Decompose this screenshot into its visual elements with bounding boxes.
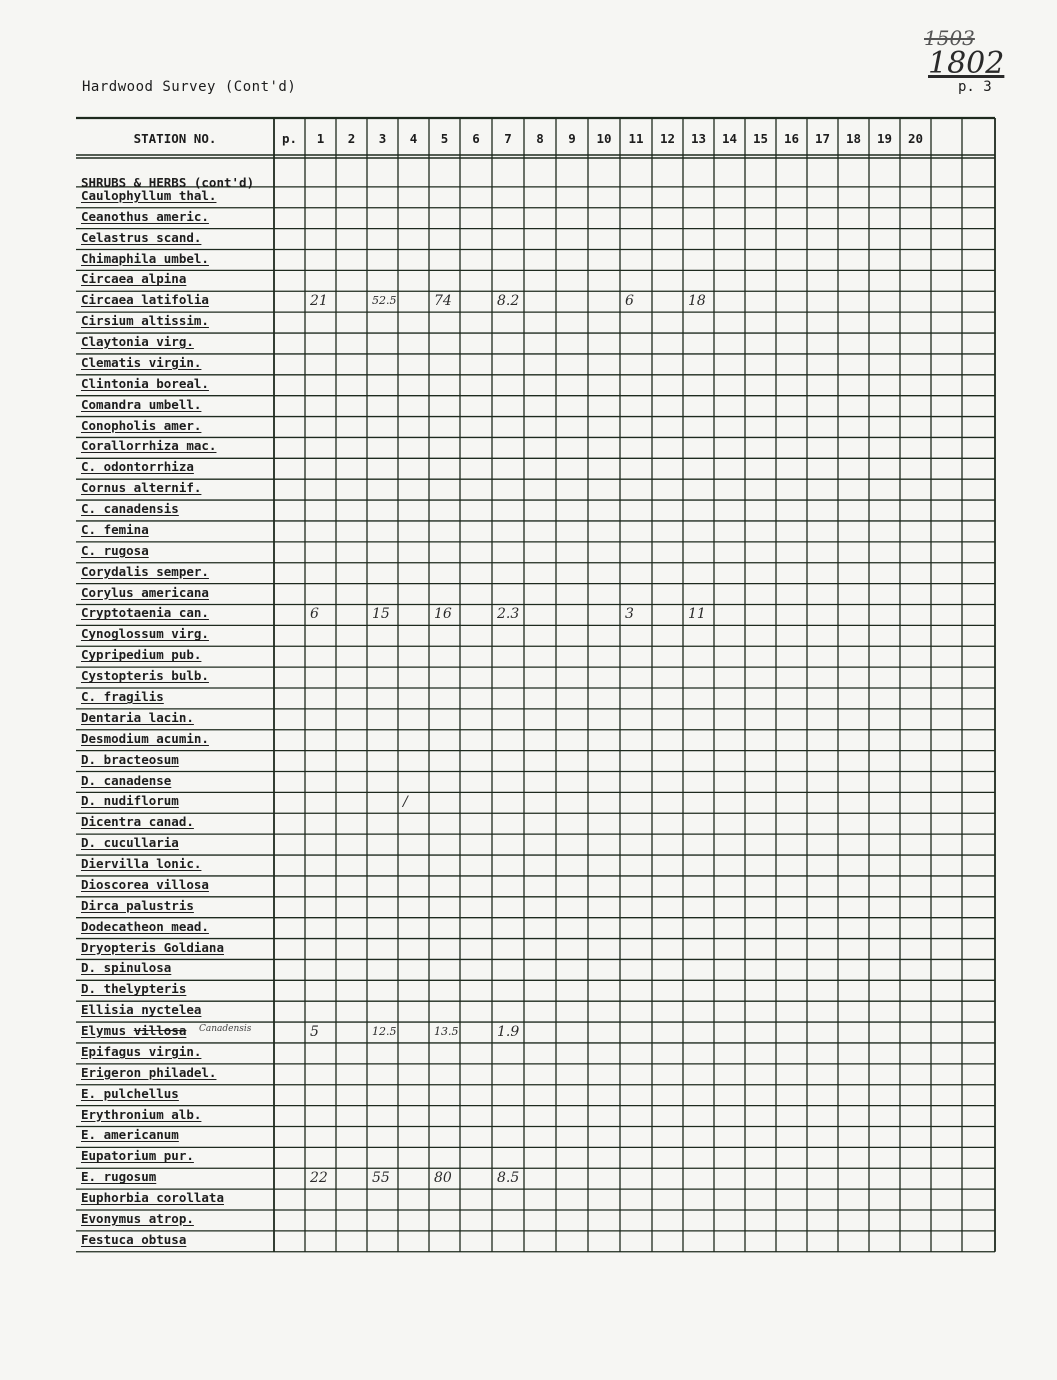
species-name: D. cucullaria (81, 835, 179, 851)
species-name: Erythronium alb. (81, 1106, 202, 1122)
column-header: 11 (628, 131, 644, 146)
species-name: Dryopteris Goldiana (81, 939, 224, 955)
cell-value: 55 (372, 1170, 390, 1187)
species-name: E. americanum (81, 1127, 179, 1143)
cell-value: 5 (310, 1024, 319, 1041)
species-name: Celastrus scand. (81, 229, 202, 245)
species-name: Cypripedium pub. (81, 647, 202, 663)
species-name: D. canadense (81, 772, 172, 788)
cell-value: 2.3 (497, 606, 520, 623)
species-name: Clematis virgin. (81, 354, 202, 370)
column-header: 6 (472, 131, 480, 146)
column-header: 18 (845, 131, 862, 146)
catalog-number: 1802 (928, 46, 1005, 81)
cell-value: 80 (434, 1170, 452, 1187)
column-header: 8 (536, 131, 544, 146)
species-name: Desmodium acumin. (81, 730, 209, 746)
species-name: Claytonia virg. (81, 334, 194, 350)
species-name: Euphorbia corollata (81, 1190, 224, 1206)
species-name: Circaea alpina (81, 271, 187, 287)
species-name: Elymus villosa (81, 1023, 187, 1039)
column-header: 4 (409, 131, 418, 146)
species-name: Conopholis amer. (81, 417, 202, 433)
species-name: E. rugosum (81, 1169, 157, 1185)
column-header: 3 (378, 131, 387, 146)
cell-value: / (403, 794, 408, 811)
cell-value: 21 (310, 293, 328, 310)
species-name: D. spinulosa (81, 960, 172, 976)
cell-value: 16 (434, 606, 452, 623)
column-header: 5 (440, 131, 449, 146)
species-name: Comandra umbell. (81, 396, 202, 412)
column-header: 15 (752, 131, 769, 146)
species-name: Corallorrhiza mac. (81, 438, 217, 454)
species-name: Diervilla lonic. (81, 856, 202, 872)
cell-value: 1.9 (497, 1024, 520, 1041)
species-name: C. femina (81, 521, 149, 537)
species-name: Erigeron philadel. (81, 1064, 217, 1080)
species-name: Dirca palustris (81, 897, 194, 913)
species-name: Clintonia boreal. (81, 375, 209, 391)
column-header: 2 (347, 131, 356, 146)
cell-value: 11 (688, 606, 706, 623)
column-header: 14 (721, 131, 738, 146)
species-name: Epifagus virgin. (81, 1043, 202, 1059)
column-header: 19 (876, 131, 893, 146)
cell-value: 52.5 (372, 294, 397, 308)
cell-value: 15 (372, 606, 390, 623)
species-name: Cryptotaenia can. (81, 605, 209, 621)
cell-value: 13.5 (434, 1025, 459, 1039)
page-number: p. 3 (958, 79, 992, 95)
species-name: Dentaria lacin. (81, 709, 194, 725)
cell-value: 6 (310, 606, 319, 623)
species-name: Ellisia nyctelea (81, 1002, 202, 1018)
species-name: D. nudiflorum (81, 793, 179, 809)
handwritten-annotation: Canadensis (199, 1024, 252, 1035)
cell-value: 12.5 (372, 1025, 397, 1039)
species-name: Dodecatheon mead. (81, 918, 209, 934)
species-name: Eupatorium pur. (81, 1148, 194, 1164)
column-header: 17 (814, 131, 831, 146)
column-header: 16 (783, 131, 800, 146)
species-name: Cystopteris bulb. (81, 668, 209, 684)
species-name: Corydalis semper. (81, 563, 209, 579)
species-name: Evonymus atrop. (81, 1211, 194, 1226)
species-name: D. bracteosum (81, 751, 179, 767)
column-header: 10 (596, 131, 612, 146)
old-catalog-number: 1503 (924, 26, 975, 50)
species-name: Festuca obtusa (81, 1231, 187, 1247)
species-name: C. fragilis (81, 689, 164, 704)
column-header: 12 (659, 131, 676, 146)
column-header: 1 (316, 131, 325, 146)
column-header: 13 (690, 131, 707, 146)
column-header: 7 (504, 131, 512, 146)
cell-value: 8.2 (497, 293, 520, 310)
species-name: C. canadensis (81, 501, 179, 517)
species-name: E. pulchellus (81, 1085, 179, 1101)
station-number-header: STATION NO. (133, 131, 217, 146)
column-header: p. (281, 131, 298, 146)
species-name: Caulophyllum thal. (81, 187, 217, 203)
section-label: SHRUBS & HERBS (cont'd) (81, 175, 255, 190)
cell-value: 22 (310, 1170, 328, 1187)
cell-value: 8.5 (497, 1170, 520, 1187)
column-header: 20 (907, 131, 924, 146)
column-header: 9 (568, 131, 576, 146)
species-name: Cirsium altissim. (81, 313, 209, 329)
species-name: Dioscorea villosa (81, 876, 209, 892)
cell-value: 18 (688, 293, 706, 310)
page-title: Hardwood Survey (Cont'd) (82, 79, 297, 95)
cell-value: 6 (625, 293, 634, 310)
species-name: D. thelypteris (81, 981, 187, 997)
species-name: Ceanothus americ. (81, 208, 209, 224)
cell-value: 3 (625, 606, 634, 623)
species-name: Cornus alternif. (81, 480, 202, 496)
species-name: Cynoglossum virg. (81, 626, 209, 642)
cell-value: 74 (434, 293, 452, 310)
species-name: Dicentra canad. (81, 814, 194, 830)
species-name: Chimaphila umbel. (81, 250, 209, 266)
species-name: Corylus americana (81, 584, 209, 600)
species-name: C. rugosa (81, 542, 149, 558)
species-name: Circaea latifolia (81, 292, 209, 308)
species-name: C. odontorrhiza (81, 459, 194, 475)
